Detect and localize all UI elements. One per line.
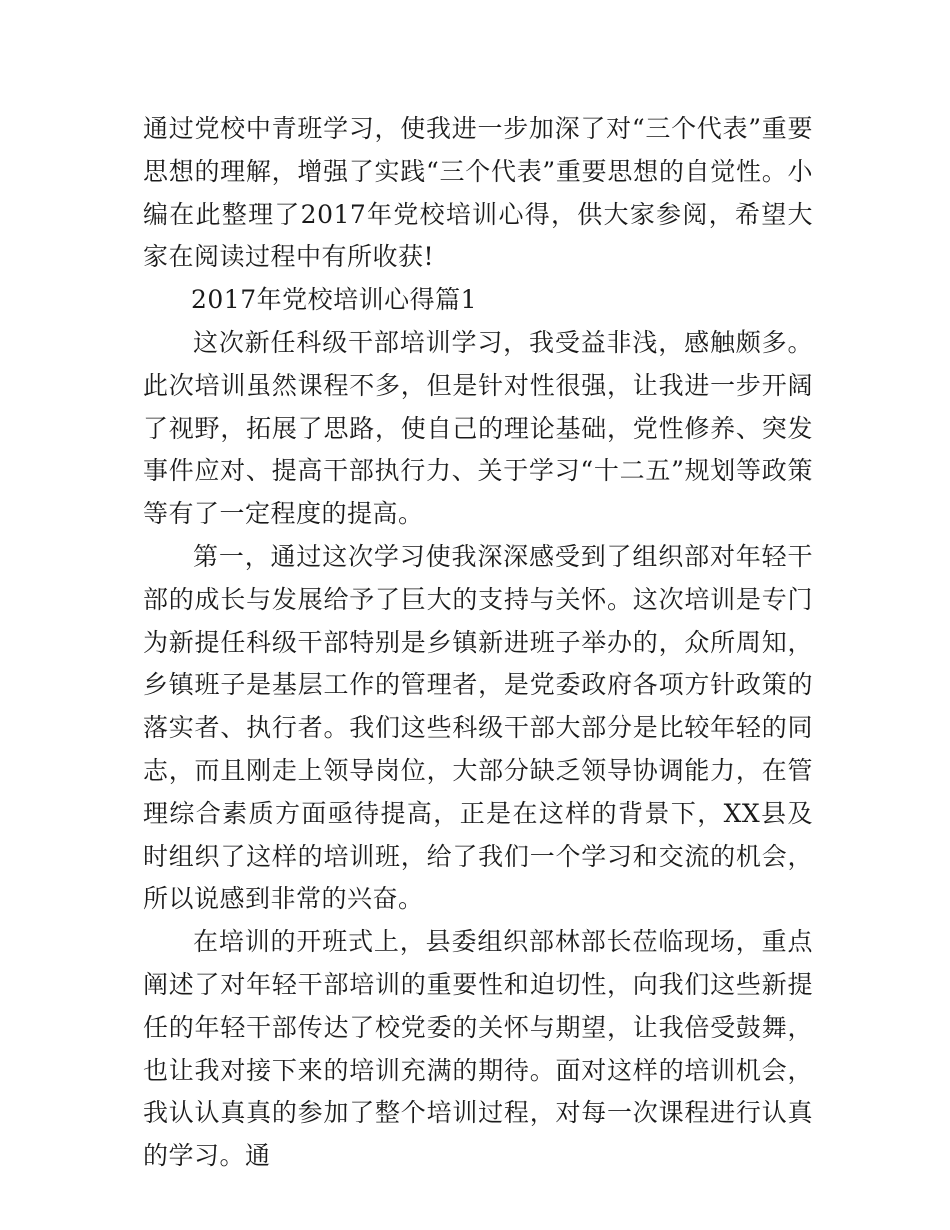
document-body — [143, 108, 813, 1178]
body-paragraph-2: 第一，通过这次学习使我深深感受到了组织部对年轻干部的成长与发展给予了巨大的支持与关怀。这次培训是专门为新提任科级干部特别是乡镇新进班子举办的，众所周知，乡镇班子是基层工作的管理者，是党委政府各项方针政策的落实者、执行者。我们这些科级干部大部分是比较年轻的同志，而且刚走上领导岗位，大部分缺乏领导协调能力，在管理综合素质方面亟待提高，正是在这样的背景下，XX县及时组织了这样的培训班，给了我们一个学习和交流的机会，所以说感到非常的兴奋。 — [143, 541, 813, 914]
body-paragraph-3: 在培训的开班式上，县委组织部林部长莅临现场，重点阐述了对年轻干部培训的重要性和迫切性，向我们这些新提任的年轻干部传达了校党委的关怀与期望，让我倍受鼓舞，也让我对接下来的培训充满的期待。面对这样的培训机会，我认认真真的参加了整个培训过程，对每一次课程进行认真的学习。通 — [143, 927, 813, 1171]
intro-paragraph: 通过党校中青班学习，使我进一步加深了对“三个代表”重要思想的理解，增强了实践“三个代表”重要思想的自觉性。小编在此整理了2017年党校培训心得，供大家参阅，希望大家在阅读过程中有所收获! — [143, 114, 813, 272]
body-paragraph-1: 这次新任科级干部培训学习，我受益非浅，感触颇多。此次培训虽然课程不多，但是针对性很强，让我进一步开阔了视野，拓展了思路，使自己的理论基础，党性修养、突发事件应对、提高干部执行力、关于学习“十二五”规划等政策等有了一定程度的提高。 — [143, 327, 813, 529]
section-title: 2017年党校培训心得篇1 — [191, 285, 478, 315]
